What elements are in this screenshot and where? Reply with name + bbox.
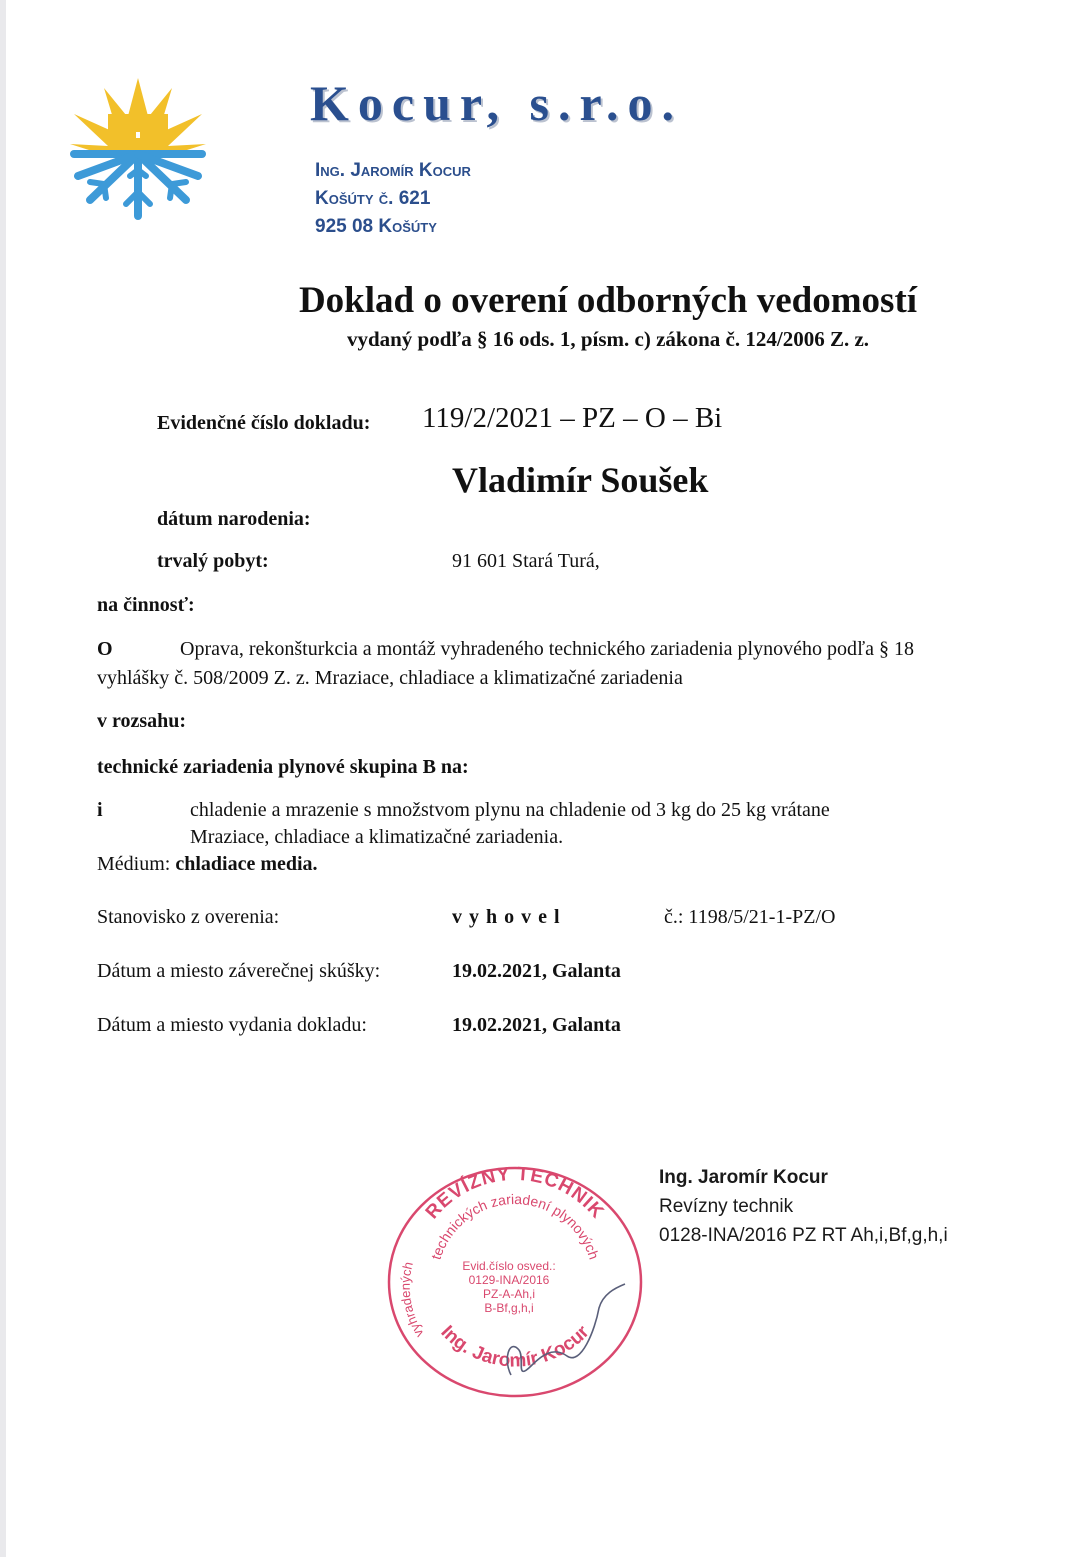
residence-value: 91 601 Stará Turá, bbox=[452, 550, 600, 572]
opinion-value: vyhovel bbox=[452, 906, 567, 928]
activity-text-line1: Oprava, rekonšturkcia a montáž vyhradeného technického zariadenia plynového podľa § 18 bbox=[180, 638, 914, 660]
stamp-center-line3: PZ-A-Ah,i bbox=[482, 1287, 536, 1301]
official-stamp bbox=[385, 1160, 647, 1400]
scope-text-line1: chladenie a mrazenie s množstvom plynu na chladenie od 3 kg do 25 kg vrátane bbox=[190, 799, 830, 821]
signature-license: 0128-INA/2016 PZ RT Ah,i,Bf,g,h,i bbox=[659, 1225, 948, 1246]
stamp-outer-text: REVÍZNY TECHNIK bbox=[421, 1163, 609, 1224]
stamp-bottom-text: Ing. Jaromír Kocur bbox=[436, 1321, 594, 1372]
exam-value: 19.02.2021, Galanta bbox=[452, 960, 621, 982]
document-title: Doklad o overení odborných vedomostí bbox=[298, 280, 918, 321]
evid-number: 119/2/2021 – PZ – O – Bi bbox=[422, 402, 723, 434]
document-subtitle: vydaný podľa § 16 ods. 1, písm. c) zákona č. 124/2006 Z. z. bbox=[346, 327, 870, 351]
holder-name: Vladimír Soušek bbox=[452, 460, 709, 500]
residence-label: trvalý pobyt: bbox=[157, 550, 269, 572]
address-line-city: 925 08 Košúty bbox=[315, 216, 437, 237]
exam-label: Dátum a miesto záverečnej skúšky: bbox=[97, 960, 381, 982]
stamp-inner-text: technických zariadení plynových bbox=[427, 1190, 603, 1262]
evid-label: Evidenčné číslo dokladu: bbox=[157, 412, 371, 434]
signature-name: Ing. Jaromír Kocur bbox=[659, 1167, 828, 1188]
stamp-center-line1: Evid.číslo osved.: bbox=[462, 1259, 556, 1273]
svg-text:vyhradených bbox=[398, 1260, 427, 1340]
scope-code: i bbox=[97, 799, 103, 821]
stamp-left-text: vyhradených bbox=[397, 1260, 427, 1341]
sun-snowflake-logo-icon bbox=[68, 76, 208, 222]
signature-role: Revízny technik bbox=[659, 1196, 794, 1217]
activity-text-line2: vyhlášky č. 508/2009 Z. z. Mraziace, chladiace a klimatizačné zariadenia bbox=[97, 667, 683, 689]
scope-label: v rozsahu: bbox=[97, 710, 187, 732]
birth-label: dátum narodenia: bbox=[157, 508, 311, 530]
address-line-name: Ing. Jaromír Kocur bbox=[315, 160, 471, 181]
group-label: technické zariadenia plynové skupina B na: bbox=[97, 756, 469, 778]
stamp-center-line4: B-Bf,g,h,i bbox=[484, 1301, 534, 1315]
activity-code: O bbox=[97, 638, 113, 660]
issue-label: Dátum a miesto vydania dokladu: bbox=[97, 1014, 367, 1036]
opinion-number: č.: 1198/5/21-1-PZ/O bbox=[664, 906, 836, 928]
medium-label: Médium: bbox=[97, 853, 171, 875]
issue-value: 19.02.2021, Galanta bbox=[452, 1014, 621, 1036]
activity-label: na činnosť: bbox=[97, 594, 195, 616]
medium-line bbox=[97, 853, 318, 876]
address-line-street: Košúty č. 621 bbox=[315, 188, 431, 209]
opinion-label: Stanovisko z overenia: bbox=[97, 906, 280, 928]
scope-text-line2: Mraziace, chladiace a klimatizačné zariadenia. bbox=[190, 826, 564, 848]
company-name: Kocur, s.r.o. bbox=[310, 75, 684, 131]
page-edge bbox=[0, 0, 6, 1557]
medium-value: chladiace media. bbox=[175, 853, 318, 875]
stamp-center-line2: 0129-INA/2016 bbox=[468, 1273, 550, 1287]
